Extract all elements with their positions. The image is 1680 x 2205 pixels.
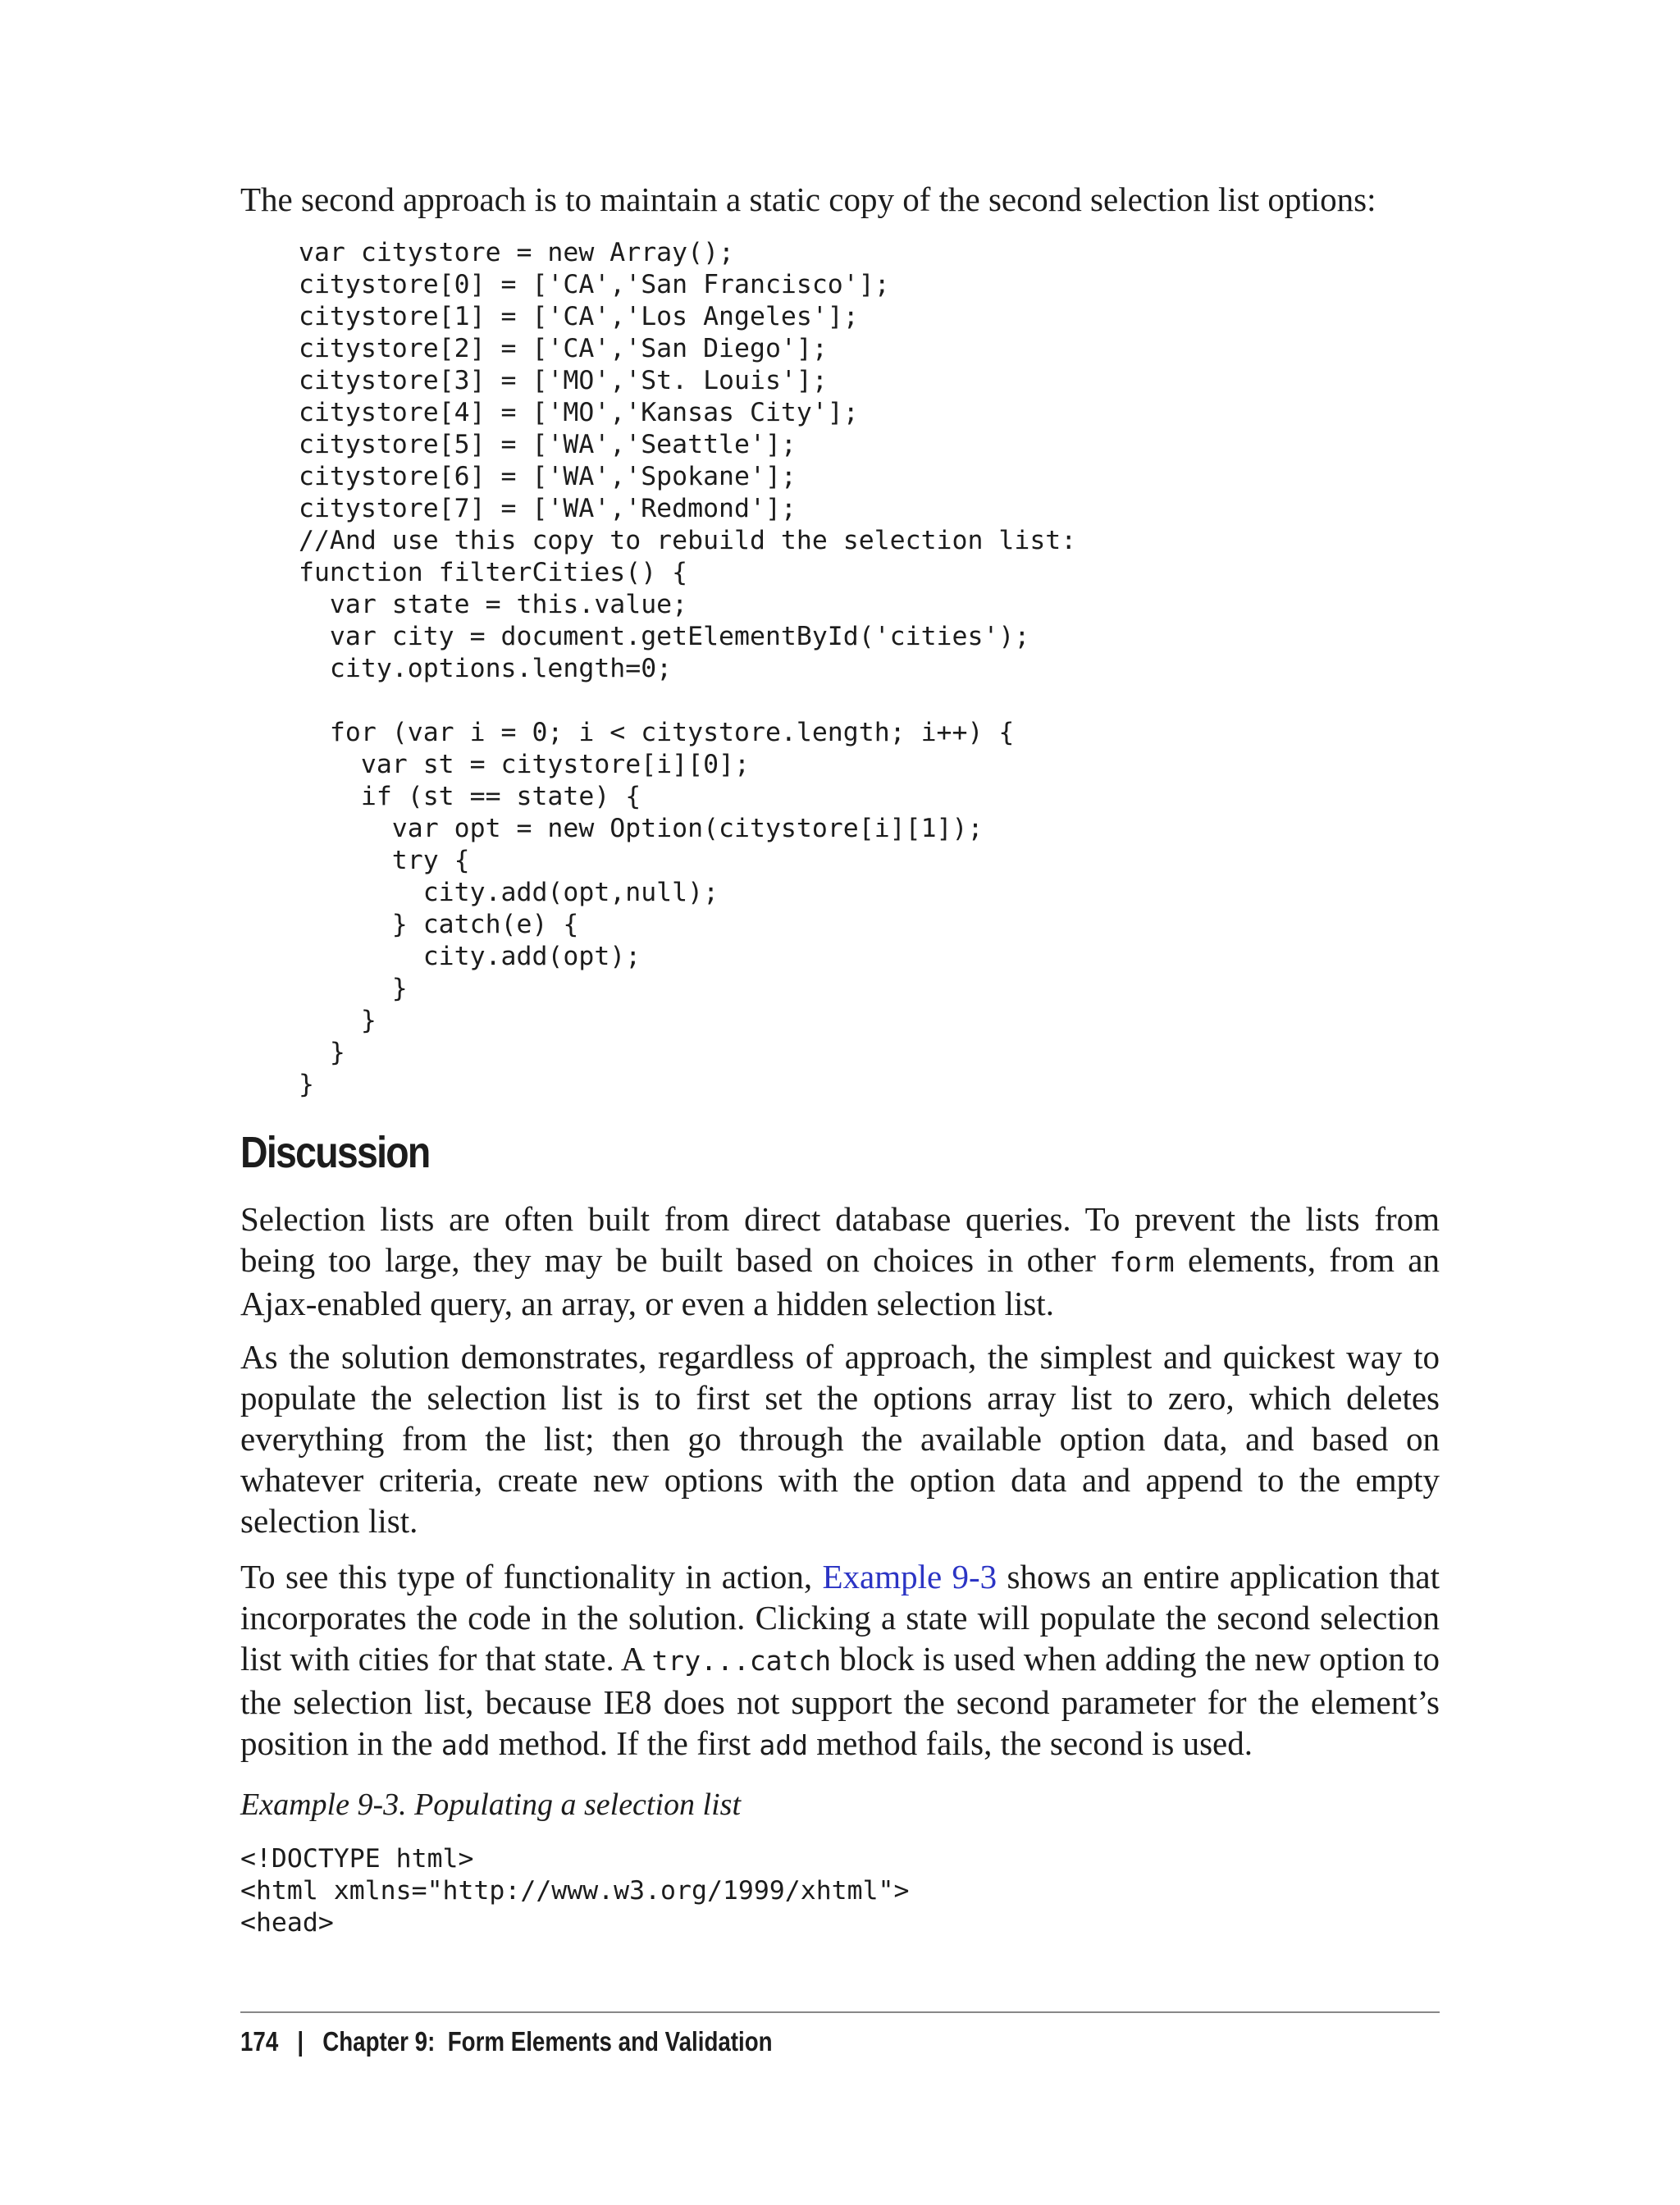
paragraph-text: method. If the first [490,1724,760,1762]
paragraph-text: method fails, the second is used. [808,1724,1253,1762]
paragraph-text: shows an entire application that incorporates the code in the solution. Clicking a state will populate the second selection list with cities for that state. A [240,1558,1440,1678]
section-heading: Discussion [240,1128,430,1177]
paragraph-text: block is used when adding the new option to the selection list, because IE8 does not support the second parameter for the element’s position in the [240,1640,1440,1762]
page-footer [240,2022,773,2061]
paragraph-text: Selection lists are often built from direct database queries. To prevent the lists from being too large, they may be built based on choices in other [240,1200,1440,1279]
inline-code-try-catch: try...catch [651,1645,832,1677]
inline-code-form: form [1109,1246,1175,1278]
code-listing-citystore: var citystore = new Array(); citystore[0] = ['CA','San Francisco']; citystore[1] = ['CA','Los Angeles']; citystore[2] = ['CA','San Diego']; citystore[3] = ['MO','St. Louis']; citystore[4] = ['MO','Kansas City']; citystore[5] = ['WA','Seattle']; citystore[6] = ['WA','Spokane']; citystore[7] = ['WA','Redmond']; //And use this copy to rebuild the selection list: function filterCities() { var state = this.value; var city = document.getElementById('cities'); city.options.length=0; for (var i = 0; i < citystore.length; i++) { var st = citystore[i][0]; if (st == state) { var opt = new Option(citystore[i][1]); try { city.add(opt,null); } catch(e) { city.add(opt); } } } } [299,238,1077,1099]
example-9-3-link[interactable]: Example 9-3 [822,1558,998,1596]
footer-divider [240,2011,1440,2013]
discussion-paragraph-2: As the solution demonstrates, regardless of approach, the simplest and quickest way to populate the selection list is to first set the options array list to zero, which deletes everything from the list; then go through the available option data, and based on whatever criteria, create new options with the option data and append to the empty selection list. [240,1338,1440,1540]
example-caption: Example 9-3. Populating a selection list [240,1787,742,1822]
code-listing-html-example: <!DOCTYPE html> <html xmlns="http://www.w3.org/1999/xhtml"> <head> [240,1844,910,1938]
footer-separator: | [297,2026,304,2057]
discussion-paragraph-3 [240,1556,1440,1766]
paragraph-text: To see this type of functionality in action, [240,1558,823,1596]
page-number: 174 [240,2026,279,2057]
chapter-title: Chapter 9: Form Elements and Validation [322,2026,773,2057]
intro-paragraph: The second approach is to maintain a static copy of the second selection list options: [240,180,1376,218]
discussion-paragraph-1 [240,1198,1440,1324]
inline-code-add: add [759,1729,808,1761]
paragraph-text: elements, from an Ajax-enabled query, an array, or even a hidden selection list. [240,1241,1440,1322]
inline-code-add: add [441,1729,491,1761]
